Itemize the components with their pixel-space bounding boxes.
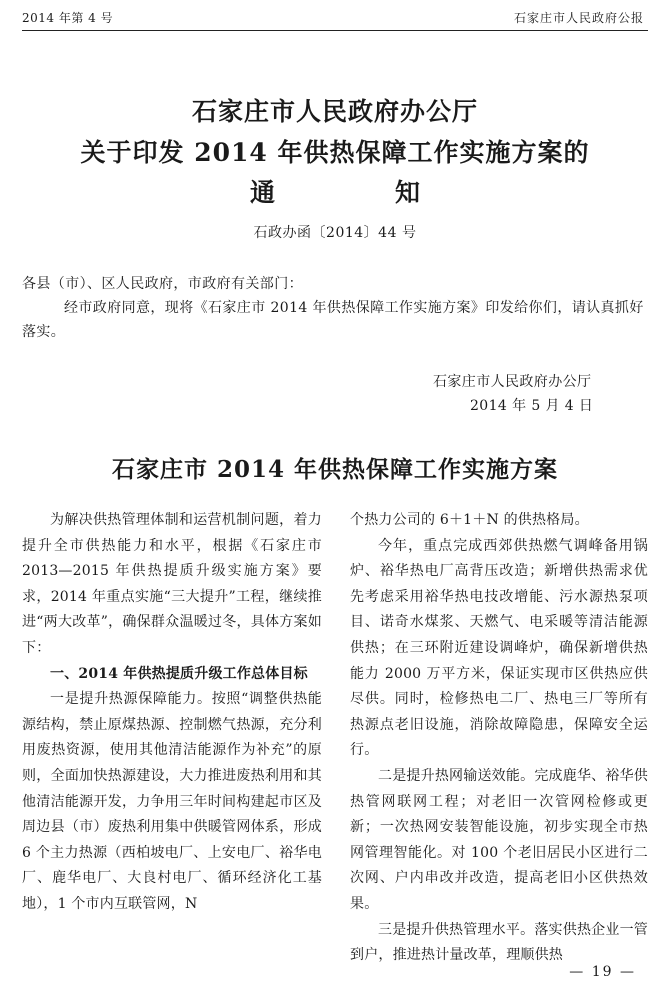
paragraph: 今年，重点完成西郊供热燃气调峰备用锅炉、裕华热电厂高背压改造；新增供热需求优先考虑采用裕华热电技改增能、污水源热泵项目、诺奇水煤浆、天燃气、电采暖等清洁能源供热；在三环附近建设调峰炉，确保新增供热能力 2000 万平方米，保证实现市区供热应供尽供。同时，检修热电二厂、热电三厂等所有热源点老旧设施，消除故障隐患，保障安全运行。: [350, 537, 648, 759]
notice-title-line3: 通知: [249, 178, 540, 207]
section-heading: 一、2014 年供热提质升级工作总体目标: [50, 665, 308, 682]
header-issue: 2014 年第 4 号: [22, 11, 114, 25]
notice-title-line1: 石家庄市人民政府办公厅: [191, 97, 478, 126]
notice-title-line2: 关于印发 2014 年供热保障工作实施方案的: [80, 138, 590, 167]
header-publication: 石家庄市人民政府公报: [513, 11, 644, 25]
plan-title: 石家庄市 2014 年供热保障工作实施方案: [111, 456, 559, 483]
paragraph: 一是提升热源保障能力。按照“调整供热能源结构，禁止原煤热源、控制燃气热源，充分利用废热资源，使用其他清洁能源作为补充”的原则，全面加快热源建设，大力推进废热利用和其他清洁能源开发，力争用三年时间构建起市区及周边县（市）废热利用集中供暖管网体系，形成 6 个主力热源（西柏坡电厂、上安电厂、裕华电厂、鹿华电厂、大良村电厂、循环经济化工基地），1 个市内互联管网，N: [22, 691, 322, 912]
paragraph: 为解决供热管理体制和运营机制问题，着力提升全市供热能力和水平，根据《石家庄市 2013—2015 年供热提质升级实施方案》要求，2014 年重点实施“三大提升”工程，继续推进“两大改革”，确保群众温暖过冬，具体方案如下：: [22, 512, 322, 656]
document-number: 石政办函〔2014〕44 号: [253, 225, 417, 241]
signature-org: 石家庄市人民政府办公厅: [433, 374, 592, 390]
page-number: — 19 —: [569, 964, 636, 980]
left-column: [22, 508, 322, 918]
right-column: [350, 508, 648, 969]
paragraph: 二是提升热网输送效能。完成鹿华、裕华供热管网联网工程；对老旧一次管网检修或更新；一次热网安装智能设施，初步实现全市热网管理智能化。对 100 个老旧居民小区进行二次网、户内串改并改造，提高老旧小区供热效果。: [350, 767, 648, 912]
header-rule: [22, 30, 648, 31]
notice-body: 经市政府同意，现将《石家庄市 2014 年供热保障工作实施方案》印发给你们，请认真抓好落实。: [22, 300, 644, 340]
signature-date: 2014 年 5 月 4 日: [470, 398, 594, 414]
addressee: 各县（市）、区人民政府，市政府有关部门：: [22, 276, 303, 292]
paragraph: 个热力公司的 6＋1＋N 的供热格局。: [350, 512, 589, 528]
paragraph: 三是提升供热管理水平。落实供热企业一管到户，推进热计量改革，理顺供热: [350, 921, 648, 964]
